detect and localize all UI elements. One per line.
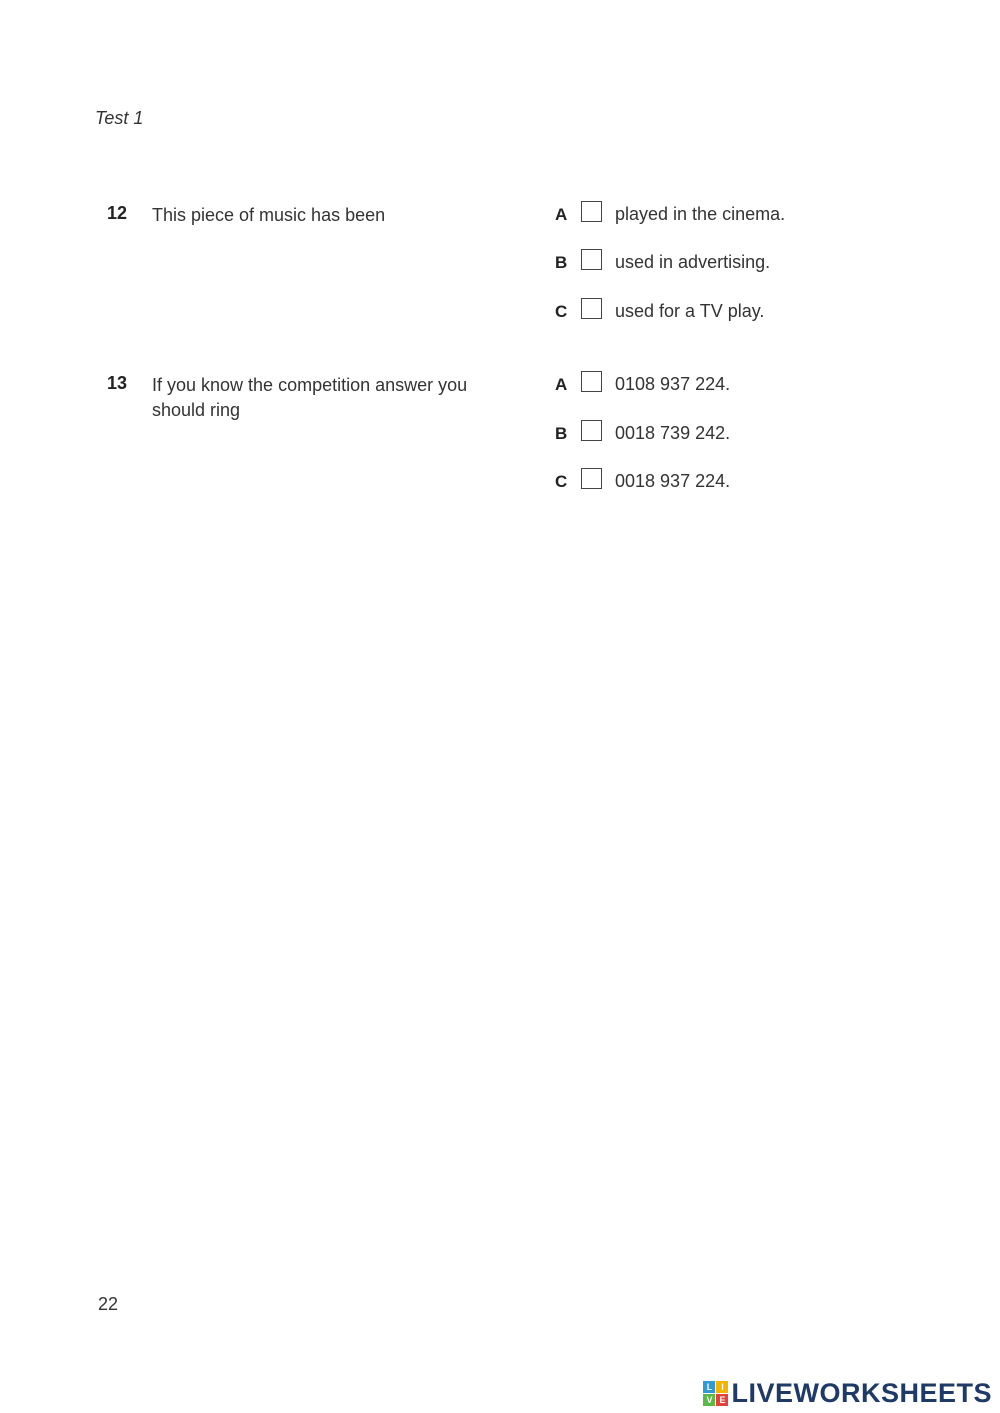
logo-tile: E: [716, 1394, 728, 1406]
answer-checkbox[interactable]: [581, 371, 602, 392]
question-13-option-b[interactable]: [555, 424, 855, 450]
logo-tile: I: [716, 1381, 728, 1393]
question-number: 13: [107, 373, 128, 393]
brand-name: LIVEWORKSHEETS: [731, 1378, 992, 1408]
option-text: used for a TV play.: [615, 301, 765, 321]
answer-checkbox[interactable]: [581, 420, 602, 441]
option-letter: A: [555, 205, 568, 224]
option-letter: B: [555, 424, 568, 443]
brand-logo: [703, 1378, 992, 1409]
question-12-option-c[interactable]: [555, 302, 855, 328]
option-text: used in advertising.: [615, 252, 771, 272]
option-letter: B: [555, 253, 568, 272]
question-text: This piece of music has been: [152, 205, 386, 225]
option-text: 0018 739 242.: [615, 423, 731, 443]
answer-checkbox[interactable]: [581, 249, 602, 270]
logo-tile: V: [703, 1394, 715, 1406]
page-number: 22: [98, 1294, 119, 1314]
question-13-option-c[interactable]: [555, 472, 855, 498]
option-text: played in the cinema.: [615, 204, 786, 224]
option-letter: C: [555, 302, 568, 321]
answer-checkbox[interactable]: [581, 201, 602, 222]
question-12-option-a[interactable]: [555, 205, 855, 231]
question-13-option-a[interactable]: [555, 375, 855, 401]
test-label: Test 1: [95, 108, 144, 128]
option-letter: A: [555, 375, 568, 394]
liveworksheets-logo-icon: [703, 1381, 728, 1406]
answer-checkbox[interactable]: [581, 468, 602, 489]
question-text: If you know the competition answer you should ring: [152, 375, 468, 420]
question-number: 12: [107, 203, 128, 223]
question-12-option-b[interactable]: [555, 253, 855, 279]
option-text: 0108 937 224.: [615, 374, 731, 394]
logo-tile: L: [703, 1381, 715, 1393]
option-text: 0018 937 224.: [615, 471, 731, 491]
answer-checkbox[interactable]: [581, 298, 602, 319]
option-letter: C: [555, 472, 568, 491]
